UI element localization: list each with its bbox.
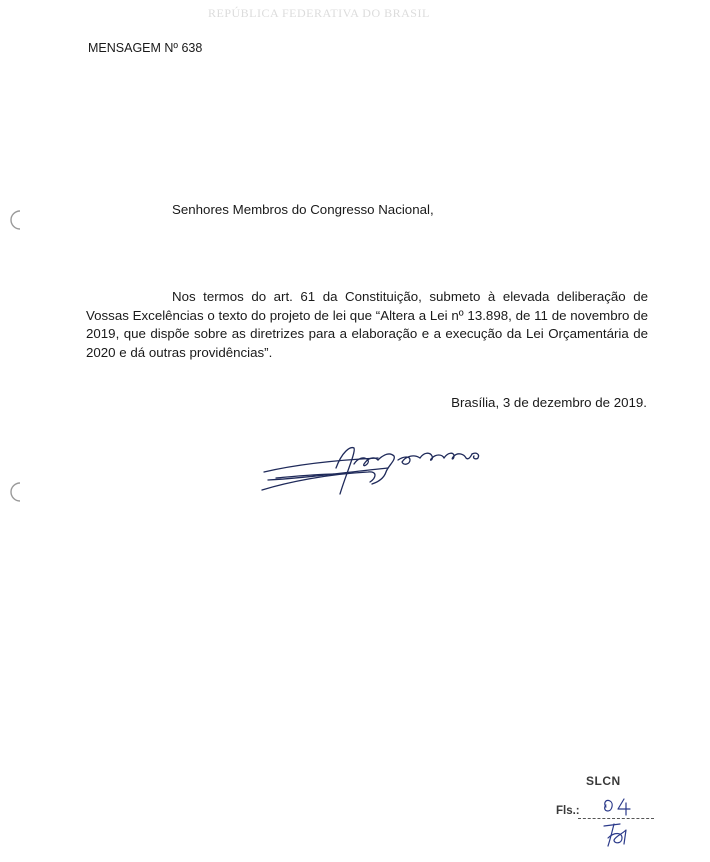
body-paragraph-text: Nos termos do art. 61 da Constituição, submeto à elevada deliberação de Vossas Excelências o texto do projeto de lei que “Altera a Lei nº 13.898, de 11 de novembro de 2019, que dispõe sobre as diretrizes para a elaboração e a execução da Lei Orçamentária de 2020 e dá outras providências”.: [86, 289, 648, 360]
date-line: Brasília, 3 de dezembro de 2019.: [451, 395, 647, 410]
faint-letterhead: REPÚBLICA FEDERATIVA DO BRASIL: [208, 6, 430, 20]
folio-label: Fls.:: [556, 805, 580, 817]
folio-initial: [600, 820, 634, 848]
signature: [258, 438, 484, 500]
punch-hole-icon: [8, 481, 22, 503]
punch-hole-icon: [8, 209, 22, 231]
message-number: MENSAGEM Nº 638: [88, 41, 203, 55]
folio-number: [600, 797, 638, 819]
salutation: Senhores Membros do Congresso Nacional,: [172, 202, 434, 217]
body-paragraph: [86, 288, 648, 362]
stamp-office: SLCN: [586, 774, 621, 788]
